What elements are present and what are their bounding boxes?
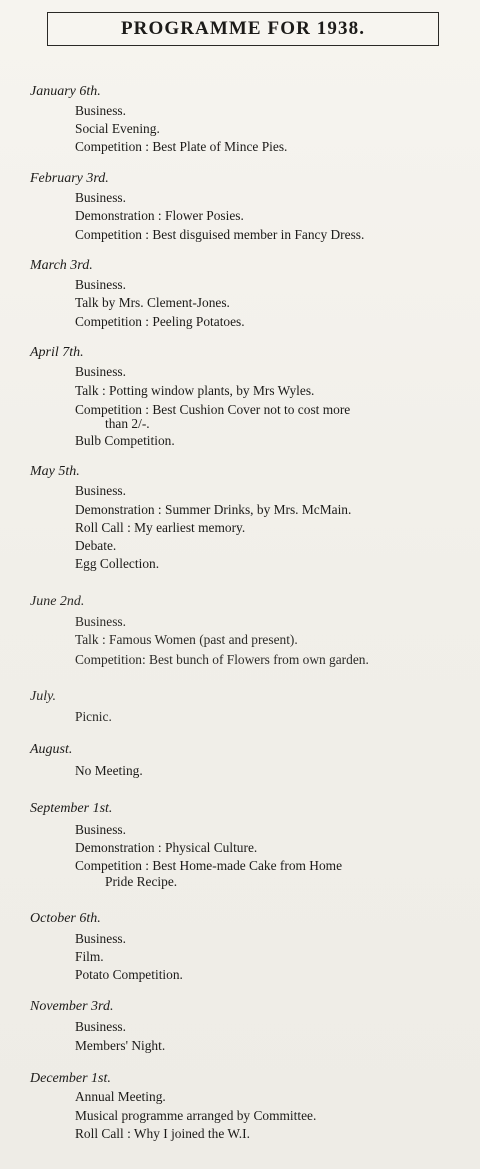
programme-item: Annual Meeting. <box>75 1089 166 1104</box>
month-label-january: January 6th. <box>30 84 101 99</box>
programme-item: Business. <box>75 614 126 629</box>
programme-item: Potato Competition. <box>75 967 183 982</box>
programme-item: Social Evening. <box>75 121 160 136</box>
month-label-november: November 3rd. <box>30 999 114 1014</box>
month-label-march: March 3rd. <box>30 258 93 273</box>
programme-item: Competition : Peeling Potatoes. <box>75 314 245 329</box>
programme-item: Business. <box>75 103 126 118</box>
programme-item: Roll Call : My earliest memory. <box>75 520 246 535</box>
programme-item: Business. <box>75 190 126 205</box>
programme-item: No Meeting. <box>75 763 143 778</box>
month-label-june: June 2nd. <box>30 594 85 609</box>
month-label-april: April 7th. <box>30 345 84 360</box>
programme-item: Roll Call : Why I joined the W.I. <box>75 1126 250 1141</box>
programme-item: Demonstration : Summer Drinks, by Mrs. McMain. <box>75 502 352 517</box>
month-label-july: July. <box>30 689 57 704</box>
month-label-august: August. <box>30 742 73 757</box>
programme-item: Competition : Best Cushion Cover not to cost more <box>75 402 351 417</box>
programme-item: Picnic. <box>75 709 112 724</box>
programme-item: Demonstration : Physical Culture. <box>75 840 258 855</box>
programme-item: Musical programme arranged by Committee. <box>75 1108 317 1123</box>
programme-item-continuation: than 2/-. <box>105 416 150 431</box>
month-label-october: October 6th. <box>30 911 101 926</box>
programme-item: Business. <box>75 483 126 498</box>
programme-item: Members' Night. <box>75 1038 166 1053</box>
month-label-september: September 1st. <box>30 801 113 816</box>
programme-item: Business. <box>75 931 126 946</box>
programme-item: Talk by Mrs. Clement-Jones. <box>75 295 230 310</box>
title-box <box>47 12 439 46</box>
programme-item: Talk : Famous Women (past and present). <box>75 632 298 647</box>
programme-item: Competition: Best bunch of Flowers from own garden. <box>75 652 369 667</box>
programme-item: Bulb Competition. <box>75 433 175 448</box>
programme-item-continuation: Pride Recipe. <box>105 874 178 889</box>
page-title: PROGRAMME FOR 1938. <box>120 18 366 39</box>
programme-item: Business. <box>75 364 126 379</box>
programme-item: Business. <box>75 1019 126 1034</box>
programme-item: Demonstration : Flower Posies. <box>75 208 244 223</box>
month-label-february: February 3rd. <box>30 171 109 186</box>
programme-item: Film. <box>75 949 104 964</box>
programme-item: Competition : Best Home-made Cake from Home <box>75 858 343 873</box>
programme-item: Egg Collection. <box>75 556 160 571</box>
programme-item: Competition : Best Plate of Mince Pies. <box>75 139 288 154</box>
programme-item: Business. <box>75 277 126 292</box>
month-label-may: May 5th. <box>30 464 80 479</box>
programme-item: Talk : Potting window plants, by Mrs Wyles. <box>75 383 315 398</box>
programme-item: Debate. <box>75 538 117 553</box>
month-label-december: December 1st. <box>30 1071 111 1086</box>
programme-item: Competition : Best disguised member in Fancy Dress. <box>75 227 365 242</box>
programme-item: Business. <box>75 822 126 837</box>
